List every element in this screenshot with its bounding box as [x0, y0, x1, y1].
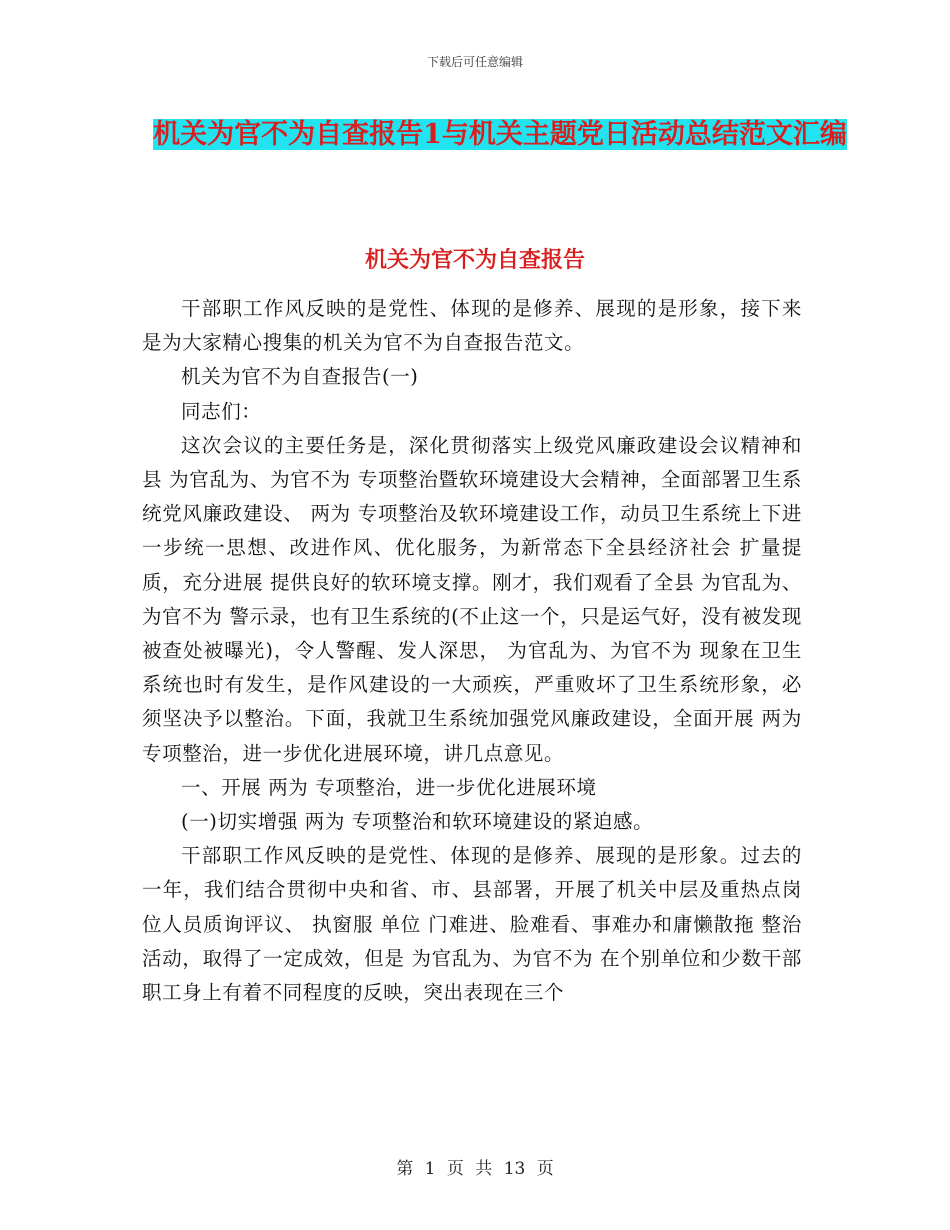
- document-body: [142, 292, 802, 1010]
- page-number: 第 1 页 共 13 页: [396, 1159, 554, 1179]
- paragraph: 同志们：: [181, 399, 262, 423]
- paragraph: (一)切实增强 两为 专项整治和软环境建设的紧迫感。: [181, 810, 654, 834]
- paragraph: 机关为官不为自查报告(一): [181, 365, 419, 389]
- section-title: 机关为官不为自查报告: [364, 247, 585, 273]
- paragraph: 干部职工作风反映的是党性、体现的是修养、展现的是形象。过去的一年，我们结合贯彻中央和省、市、县部署，开展了机关中层及重热点岗位人员质询评议、 执窗服 单位 门难进、脸难看、事难办和庸懒散拖 整治活动，取得了一定成效，但是 为官乱为、为官不为 在个别单位和少数干部职工身上有着不同程度的反映，突出表现在三个: [142, 844, 802, 1005]
- document-title: [150, 108, 850, 162]
- paragraph: 这次会议的主要任务是，深化贯彻落实上级党风廉政建设会议精神和县 为官乱为、为官不为 专项整治暨软环境建设大会精神，全面部署卫生系统党风廉政建设、 两为 专项整治及软环境建设工作，动员卫生系统上下进一步统一思想、改进作风、优化服务，为新常态下全县经济社会 扩量提质，充分进展 提供良好的软环境支撑。刚才，我们观看了全县 为官乱为、为官不为 警示录，也有卫生系统的(不止这一个，只是运气好，没有被发现被查处被曝光)，令人警醒、发人深思， 为官乱为、为官不为 现象在卫生系统也时有发生，是作风建设的一大顽疾，严重败坏了卫生系统形象，必须坚决予以整治。下面，我就卫生系统加强党风廉政建设，全面开展 两为 专项整治，进一步优化进展环境，讲几点意见。: [142, 433, 802, 765]
- paragraph: 干部职工作风反映的是党性、体现的是修养、展现的是形象，接下来是为大家精心搜集的机关为官不为自查报告范文。: [142, 297, 802, 355]
- paragraph: 一、开展 两为 专项整治，进一步优化进展环境: [181, 775, 597, 799]
- document-title-text: 机关为官不为自查报告1与机关主题党日活动总结范文汇编: [153, 119, 847, 150]
- header-note: 下载后可任意编辑: [426, 55, 523, 69]
